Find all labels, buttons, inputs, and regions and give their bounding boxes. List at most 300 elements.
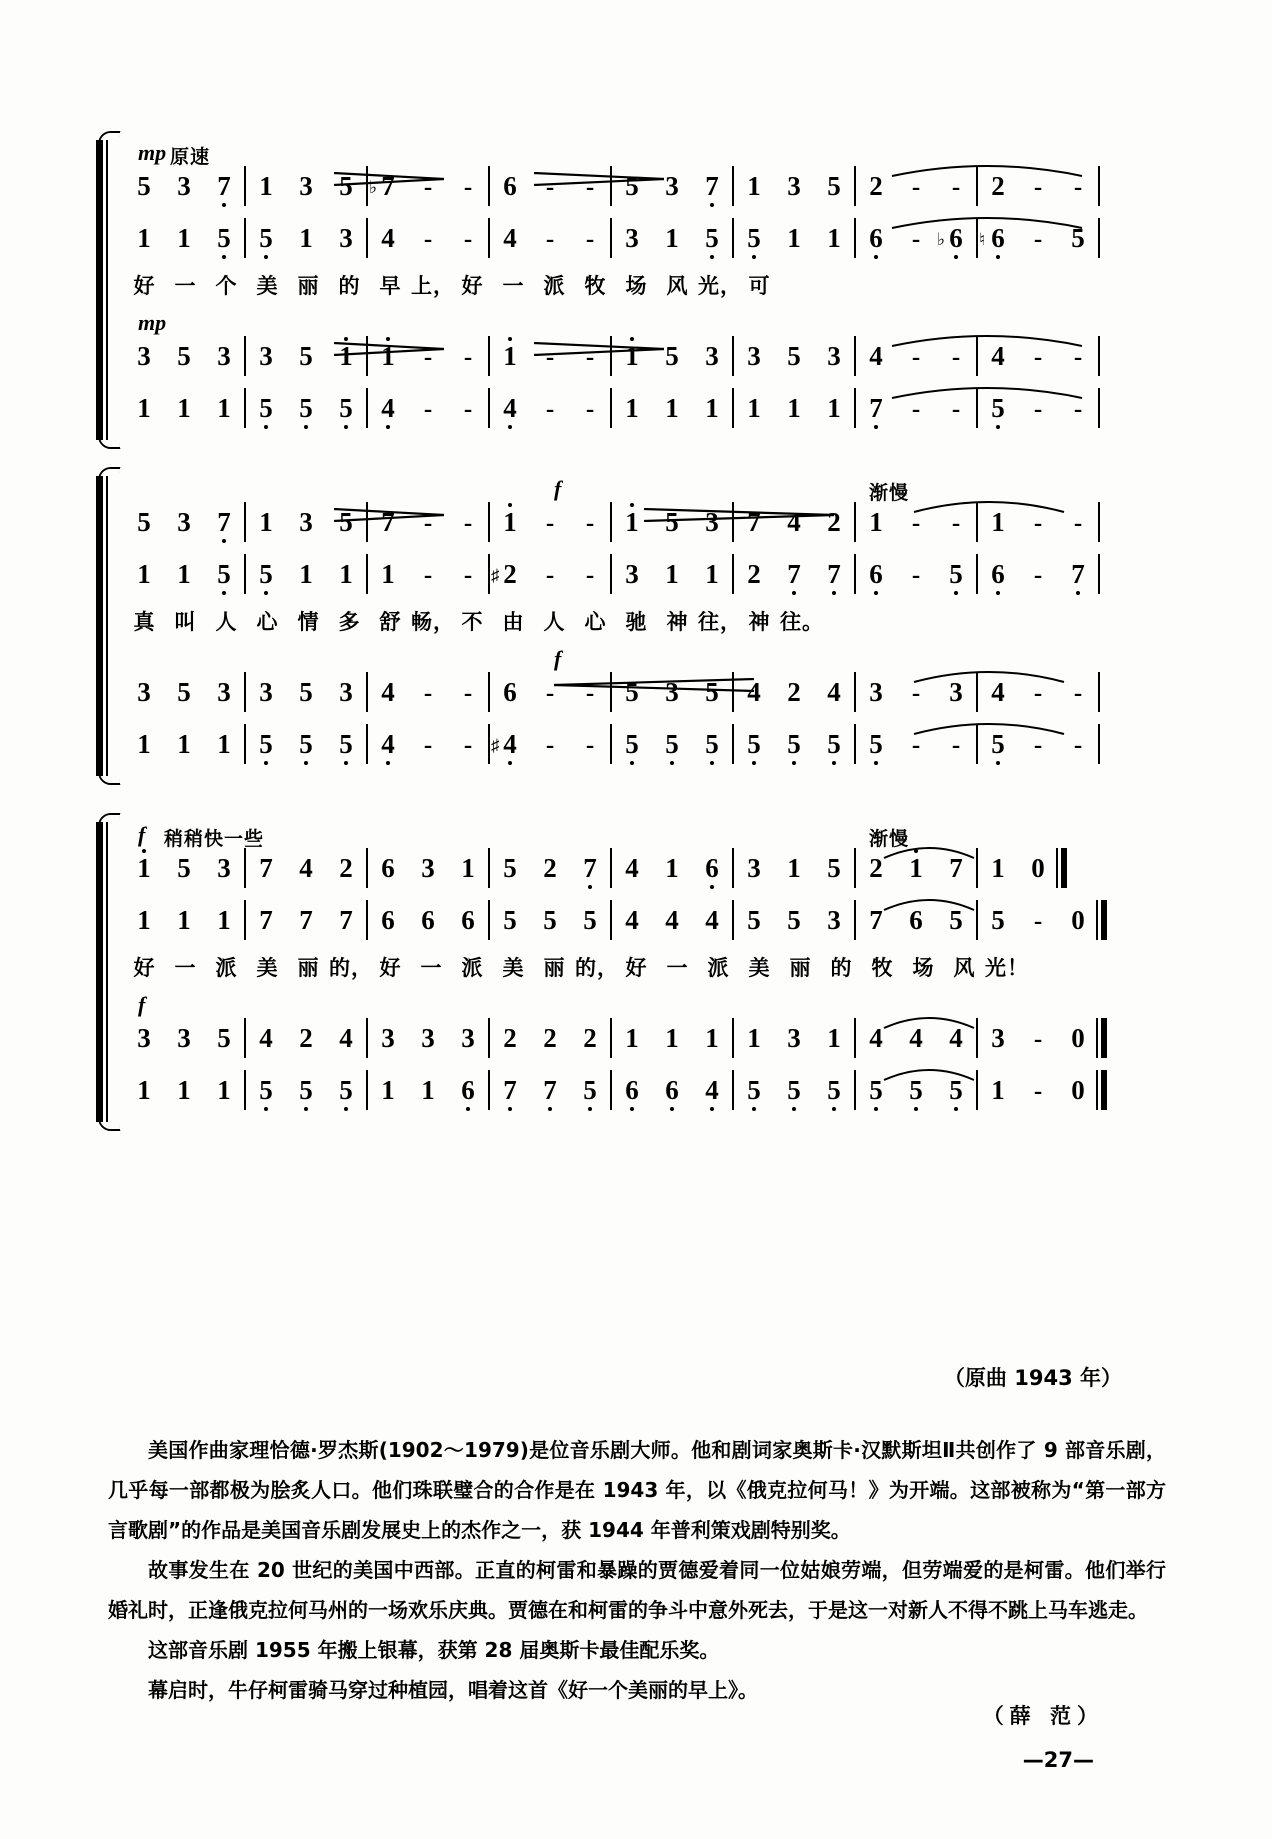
staff-row-alto-2 xyxy=(96,554,1096,606)
lyric-syllable: 的， xyxy=(329,956,373,980)
octave-down-dot xyxy=(304,1107,308,1111)
note-sustain: - xyxy=(585,226,595,253)
note-digit: 1 xyxy=(665,853,679,883)
measure xyxy=(124,502,246,542)
octave-down-dot xyxy=(548,1107,552,1111)
lyric-syllable: 一 xyxy=(174,274,197,298)
tempo-mark: 渐慢 xyxy=(869,482,910,504)
staff-row-bass-1 xyxy=(96,388,1096,440)
note-digit: 7 xyxy=(299,905,313,935)
note-digit: 1 xyxy=(217,729,231,759)
note-digit: 6 xyxy=(503,171,517,201)
note-digit: 1 xyxy=(705,393,719,423)
note-digit: 3 xyxy=(259,341,273,371)
note-digit: 1 xyxy=(421,1075,435,1105)
lyric-syllable: 心 xyxy=(584,610,607,634)
note-sustain: - xyxy=(1073,174,1083,201)
measure xyxy=(978,900,1098,940)
score-area xyxy=(96,140,1096,1136)
measure xyxy=(124,724,246,764)
diminuendo-hairpin xyxy=(534,172,664,186)
note-digit: 3 xyxy=(339,677,353,707)
octave-down-dot xyxy=(752,761,756,765)
lyric-syllable: 情 xyxy=(297,610,320,634)
note-sustain: - xyxy=(585,396,595,423)
note-sustain: - xyxy=(951,396,961,423)
lyric-syllable: 可 xyxy=(748,274,771,298)
note-digit: 7 xyxy=(747,507,761,537)
note-sustain: - xyxy=(1073,396,1083,423)
composition-credit: （原曲 1943 年） xyxy=(943,1366,1122,1390)
note-sustain: - xyxy=(1033,908,1043,935)
octave-down-dot xyxy=(264,761,268,765)
octave-down-dot xyxy=(996,761,1000,765)
note-digit: 4 xyxy=(339,1023,353,1053)
note-digit: 5 xyxy=(286,1070,326,1110)
measure xyxy=(124,554,246,594)
note-digit: 1 xyxy=(747,171,761,201)
measure xyxy=(490,1018,612,1058)
note-sustain: - xyxy=(1033,510,1043,537)
note-digit: 3 xyxy=(625,223,639,253)
measure xyxy=(734,724,856,764)
measure xyxy=(734,554,856,594)
octave-up-dot xyxy=(344,337,348,341)
note-digit: 5 xyxy=(827,853,841,883)
note-digit: 3 xyxy=(177,171,191,201)
note-digit: 5 xyxy=(246,388,286,428)
note-sustain: - xyxy=(463,226,473,253)
note-digit: 7 xyxy=(949,853,963,883)
note-digit: 3 xyxy=(177,1023,191,1053)
measure xyxy=(124,1070,246,1110)
octave-down-dot xyxy=(954,255,958,259)
lyric-syllable: 人 xyxy=(215,610,238,634)
slur xyxy=(914,496,1064,514)
note-digit: 1 xyxy=(177,905,191,935)
note-digit: 6 xyxy=(652,1070,692,1110)
octave-down-dot xyxy=(874,1107,878,1111)
note-sustain: - xyxy=(1033,174,1043,201)
note-digit: 1 xyxy=(368,336,408,376)
note-digit: 1 xyxy=(787,393,801,423)
note-digit: 2 xyxy=(747,559,761,589)
note-digit: 5 xyxy=(286,388,326,428)
measure xyxy=(368,554,490,594)
note-digit: 5 xyxy=(246,724,286,764)
page-number: —27— xyxy=(1022,1748,1094,1772)
measure xyxy=(246,724,368,764)
note-digit: 1 xyxy=(705,559,719,589)
note-digit: 5 xyxy=(570,1070,610,1110)
note-digit: 5 xyxy=(246,1070,286,1110)
note-digit: 5 xyxy=(665,341,679,371)
octave-up-dot xyxy=(508,503,512,507)
measure xyxy=(246,848,368,888)
lyric-syllable: 早 xyxy=(379,274,402,298)
note-sustain: - xyxy=(1073,732,1083,759)
measure xyxy=(246,554,368,594)
lyric-syllable: 一 xyxy=(420,956,443,980)
lyric-syllable: 人 xyxy=(543,610,566,634)
lyric-syllable: 由 xyxy=(502,610,525,634)
note-digit: 3 xyxy=(949,677,963,707)
lyric-syllable: 好 xyxy=(625,956,648,980)
octave-down-dot xyxy=(792,591,796,595)
note-digit: 7 ♭ xyxy=(368,166,408,206)
lyric-syllable: 牧 xyxy=(584,274,607,298)
octave-down-dot xyxy=(874,761,878,765)
note-sustain: - xyxy=(545,732,555,759)
note-digit: 1 xyxy=(869,507,883,537)
note-digit: 1 xyxy=(217,393,231,423)
measure xyxy=(124,388,246,428)
note-digit: 5 xyxy=(978,724,1018,764)
note-sustain: - xyxy=(585,680,595,707)
flat-icon: ♭ xyxy=(369,178,378,197)
note-digit: 2 xyxy=(583,1023,597,1053)
note-digit: 3 xyxy=(827,905,841,935)
octave-up-dot xyxy=(142,849,146,853)
note-digit: 5 xyxy=(326,1070,366,1110)
octave-down-dot xyxy=(752,255,756,259)
slur xyxy=(892,212,1082,230)
note-digit: 4 xyxy=(381,223,395,253)
note-digit: 3 xyxy=(421,1023,435,1053)
note-digit: 6 ♭ xyxy=(936,218,976,258)
note-digit: 1 xyxy=(787,853,801,883)
note-digit: 5 xyxy=(583,905,597,935)
lyric-syllable: 的 xyxy=(338,274,361,298)
note-digit: 1 xyxy=(827,223,841,253)
note-digit: 7 xyxy=(339,905,353,935)
octave-down-dot xyxy=(222,539,226,543)
octave-down-dot xyxy=(710,255,714,259)
note-digit: 1 xyxy=(177,223,191,253)
note-digit: 1 xyxy=(326,336,366,376)
measure xyxy=(368,900,490,940)
lyric-syllable: 光， xyxy=(698,274,742,298)
note-digit: 3 xyxy=(787,1023,801,1053)
note-digit: 1 xyxy=(299,559,313,589)
note-digit: 1 xyxy=(461,853,475,883)
octave-down-dot xyxy=(710,1107,714,1111)
measure xyxy=(124,166,246,206)
note-digit: 5 xyxy=(734,1070,774,1110)
note-sustain: - xyxy=(1073,680,1083,707)
diminuendo-hairpin xyxy=(534,342,664,356)
measure xyxy=(368,848,490,888)
note-digit: 4 xyxy=(991,677,1005,707)
measure xyxy=(490,848,612,888)
note-digit: 1 xyxy=(177,1075,191,1105)
octave-down-dot xyxy=(508,425,512,429)
note-sustain: - xyxy=(1073,510,1083,537)
note-sustain: - xyxy=(1033,344,1043,371)
lyric-syllable: 神 xyxy=(666,610,689,634)
note-sustain: - xyxy=(911,680,921,707)
note-digit: 5 xyxy=(299,677,313,707)
program-note-paragraph: 这部音乐剧 1955 年搬上银幕，获第 28 届奥斯卡最佳配乐奖。 xyxy=(148,1638,720,1662)
note-sustain: - xyxy=(463,562,473,589)
lyric-syllable: 畅， xyxy=(411,610,455,634)
note-sustain: - xyxy=(463,174,473,201)
note-digit: 5 xyxy=(339,171,353,201)
staff-row-alto-3 xyxy=(96,900,1096,952)
note-sustain: - xyxy=(951,344,961,371)
note-digit: 5 xyxy=(787,341,801,371)
note-digit: 1 xyxy=(665,559,679,589)
note-digit: 4 xyxy=(625,853,639,883)
note-digit: 1 xyxy=(612,336,652,376)
note-digit: 7 xyxy=(692,166,732,206)
note-sustain: - xyxy=(423,174,433,201)
note-digit: 1 xyxy=(137,905,151,935)
note-sustain: - xyxy=(545,226,555,253)
slur xyxy=(914,666,1064,684)
octave-down-dot xyxy=(344,1107,348,1111)
note-digit: 1 xyxy=(625,1023,639,1053)
note-sustain: - xyxy=(911,226,921,253)
note-digit: 1 xyxy=(137,729,151,759)
measure xyxy=(246,1018,368,1058)
note-sustain: - xyxy=(585,174,595,201)
measure xyxy=(246,672,368,712)
note-digit: 3 xyxy=(137,341,151,371)
lyric-syllable: 一 xyxy=(174,956,197,980)
note-digit: 5 xyxy=(936,554,976,594)
octave-down-dot xyxy=(996,255,1000,259)
note-rest: 0 xyxy=(1031,853,1045,883)
note-digit: 5 xyxy=(204,218,244,258)
note-rest: 0 xyxy=(1071,1075,1085,1105)
dynamic-mark: mp xyxy=(138,140,167,165)
note-digit: 4 xyxy=(259,1023,273,1053)
octave-down-dot xyxy=(874,425,878,429)
octave-down-dot xyxy=(670,1107,674,1111)
octave-down-dot xyxy=(386,425,390,429)
lyric-syllable: 丽 xyxy=(297,956,320,980)
measure xyxy=(978,848,1058,888)
lyric-syllable: 叫 xyxy=(174,610,197,634)
octave-down-dot xyxy=(710,203,714,207)
note-digit: 4 xyxy=(705,905,719,935)
sharp-icon: ♯ xyxy=(491,566,500,585)
note-digit: 4 xyxy=(625,905,639,935)
note-sustain: - xyxy=(545,344,555,371)
measure xyxy=(734,218,856,258)
note-digit: 2 xyxy=(299,1023,313,1053)
note-digit: 1 xyxy=(490,336,530,376)
note-digit: 5 xyxy=(734,724,774,764)
note-digit: 4 ♯ xyxy=(490,724,530,764)
octave-down-dot xyxy=(222,591,226,595)
note-digit: 7 xyxy=(570,848,610,888)
note-digit: 3 xyxy=(259,677,273,707)
note-digit: 4 xyxy=(503,223,517,253)
octave-down-dot xyxy=(264,425,268,429)
measure xyxy=(978,1070,1098,1110)
octave-down-dot xyxy=(304,425,308,429)
note-digit: 6 xyxy=(448,1070,488,1110)
note-digit: 3 xyxy=(787,171,801,201)
note-digit: 7 xyxy=(259,853,273,883)
staff-row-bass-2 xyxy=(96,724,1096,776)
octave-down-dot xyxy=(752,1107,756,1111)
note-digit: 2 xyxy=(543,1023,557,1053)
measure xyxy=(490,724,612,764)
tempo-mark: 原速 xyxy=(170,146,211,168)
note-digit: 1 xyxy=(137,1075,151,1105)
dynamic-mark: f xyxy=(554,646,562,671)
lyric-row xyxy=(96,952,1096,992)
measure xyxy=(246,900,368,940)
note-sustain: - xyxy=(545,174,555,201)
note-sustain: - xyxy=(423,680,433,707)
note-digit: 1 xyxy=(137,559,151,589)
lyric-syllable: 场 xyxy=(912,956,935,980)
lyric-syllable: 美 xyxy=(256,956,279,980)
note-digit: 3 xyxy=(381,1023,395,1053)
note-digit: 7 xyxy=(814,554,854,594)
note-digit: 3 xyxy=(827,341,841,371)
note-digit: 7 xyxy=(204,166,244,206)
measure xyxy=(734,388,856,428)
dynamic-mark: f xyxy=(138,992,146,1017)
note-digit: 4 xyxy=(665,905,679,935)
note-digit: 5 xyxy=(774,1070,814,1110)
note-digit: 6 xyxy=(612,1070,652,1110)
note-digit: 5 xyxy=(827,171,841,201)
note-digit: 1 xyxy=(827,393,841,423)
note-sustain: - xyxy=(911,562,921,589)
note-digit: 1 xyxy=(665,1023,679,1053)
note-digit: 7 xyxy=(381,507,395,537)
note-digit: 1 xyxy=(137,393,151,423)
note-digit: 2 xyxy=(991,171,1005,201)
note-digit: 3 xyxy=(299,507,313,537)
lyric-syllable: 真 xyxy=(133,610,156,634)
note-sustain: - xyxy=(1033,226,1043,253)
note-sustain: - xyxy=(423,510,433,537)
note-rest: 0 xyxy=(1071,1023,1085,1053)
octave-down-dot xyxy=(222,255,226,259)
note-digit: 7 xyxy=(869,905,883,935)
note-digit: 4 xyxy=(787,507,801,537)
note-digit: 5 xyxy=(177,677,191,707)
octave-down-dot xyxy=(508,1107,512,1111)
note-digit: 1 xyxy=(217,1075,231,1105)
octave-down-dot xyxy=(344,761,348,765)
measure xyxy=(368,388,490,428)
note-digit: 5 xyxy=(246,554,286,594)
measure xyxy=(734,1070,856,1110)
note-digit: 3 xyxy=(705,341,719,371)
measure xyxy=(612,554,734,594)
note-sustain: - xyxy=(463,344,473,371)
note-digit: 1 xyxy=(705,1023,719,1053)
lyric-syllable: 牧 xyxy=(871,956,894,980)
staff-row-soprano-3 xyxy=(96,848,1096,900)
measure xyxy=(612,1018,734,1058)
note-digit: 5 xyxy=(625,677,639,707)
program-note-paragraph: 幕启时，牛仔柯雷骑马穿过种植园，唱着这首《好一个美丽的早上》。 xyxy=(148,1678,758,1702)
note-digit: 2 ♯ xyxy=(490,554,530,594)
note-digit: 4 xyxy=(827,677,841,707)
flat-icon: ♭ xyxy=(937,230,946,249)
measure xyxy=(124,672,246,712)
octave-down-dot xyxy=(954,591,958,595)
note-digit: 2 xyxy=(827,507,841,537)
octave-down-dot xyxy=(1076,591,1080,595)
note-sustain: - xyxy=(585,510,595,537)
note-digit: 2 xyxy=(869,171,883,201)
note-digit: 1 xyxy=(381,559,395,589)
note-digit: 6 xyxy=(978,554,1018,594)
lyric-syllable: 美 xyxy=(502,956,525,980)
staff-row-bass-3 xyxy=(96,1070,1096,1122)
note-digit: 3 xyxy=(217,341,231,371)
program-notes xyxy=(108,1430,1166,1710)
note-digit: 3 xyxy=(991,1023,1005,1053)
note-digit: 6 xyxy=(381,905,395,935)
note-digit: 1 xyxy=(490,502,530,542)
note-digit: 3 xyxy=(217,853,231,883)
program-note-paragraph: 美国作曲家理恰德·罗杰斯(1902～1979)是位音乐剧大师。他和剧词家奥斯卡·汉默斯坦Ⅱ共创作了 9 部音乐剧，几乎每一部都极为脍炙人口。他们珠联璧合的合作是在 1943 年，以《俄克拉何马！》为开端。这部被称为“第一部方言歌剧”的作品是美国音乐剧发展史上的杰作之一，获 1944 年普利策戏剧特别奖。 xyxy=(108,1438,1166,1542)
note-digit: 4 xyxy=(991,341,1005,371)
note-sustain: - xyxy=(951,174,961,201)
slur xyxy=(892,160,1082,178)
program-note-paragraph: 故事发生在 20 世纪的美国中西部。正直的柯雷和暴躁的贾德爱着同一位姑娘劳端，但劳端爱的是柯雷。他们举行婚礼时，正逢俄克拉何马州的一场欢乐庆典。贾德在和柯雷的争斗中意外死去，于是这一对新人不得不跳上马车逃走。 xyxy=(108,1558,1166,1622)
note-sustain: - xyxy=(585,732,595,759)
measure xyxy=(124,1018,246,1058)
note-digit: 5 xyxy=(991,905,1005,935)
lyric-syllable: 派 xyxy=(215,956,238,980)
measure xyxy=(612,848,734,888)
measure xyxy=(612,218,734,258)
note-digit: 5 xyxy=(978,388,1018,428)
measure xyxy=(490,554,612,594)
note-digit: 1 xyxy=(124,848,164,888)
staff-row-tenor-2 xyxy=(96,672,1096,724)
note-digit: 1 xyxy=(137,223,151,253)
note-digit: 3 xyxy=(217,677,231,707)
note-digit: 5 xyxy=(177,341,191,371)
note-digit: 1 xyxy=(665,393,679,423)
note-digit: 3 xyxy=(339,223,353,253)
octave-down-dot xyxy=(264,591,268,595)
note-digit: 6 xyxy=(692,848,732,888)
note-digit: 5 xyxy=(652,724,692,764)
tempo-mark: 渐慢 xyxy=(869,828,910,850)
note-digit: 3 xyxy=(747,341,761,371)
note-sustain: - xyxy=(423,226,433,253)
octave-up-dot xyxy=(630,503,634,507)
note-digit: 1 xyxy=(896,848,936,888)
note-sustain: - xyxy=(545,510,555,537)
note-digit: 5 xyxy=(774,724,814,764)
note-digit: 1 xyxy=(177,559,191,589)
measure xyxy=(124,848,246,888)
note-digit: 5 xyxy=(665,507,679,537)
octave-down-dot xyxy=(996,591,1000,595)
note-digit: 5 xyxy=(692,724,732,764)
note-digit: 3 xyxy=(705,507,719,537)
measure xyxy=(734,166,856,206)
octave-down-dot xyxy=(710,761,714,765)
note-digit: 6 ♮ xyxy=(978,218,1018,258)
lyric-syllable: 驰 xyxy=(625,610,648,634)
